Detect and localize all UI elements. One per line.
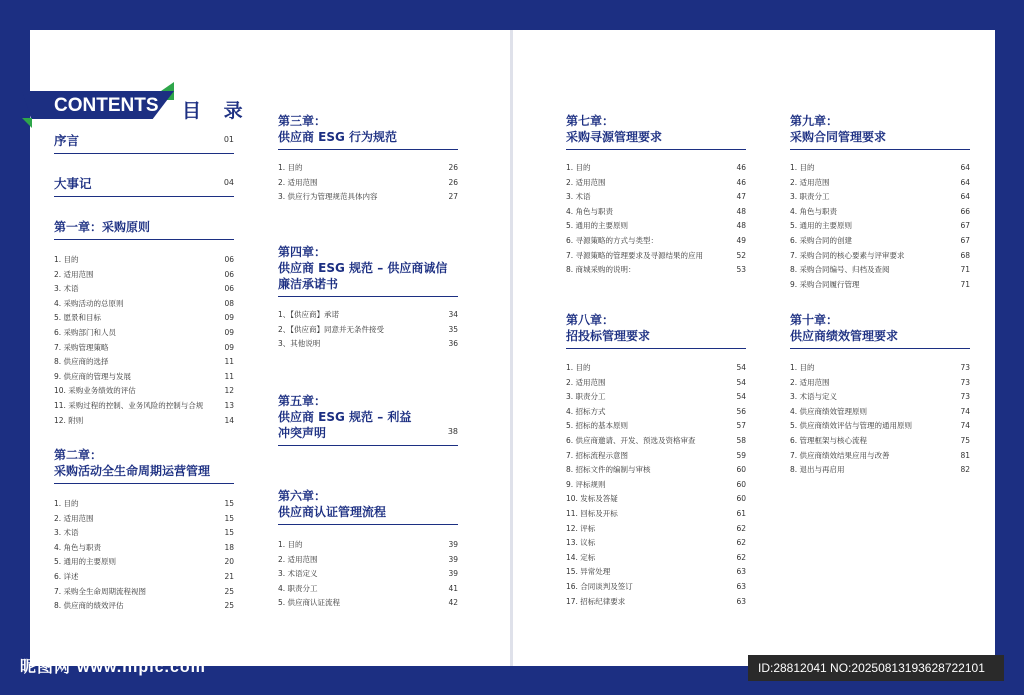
toc-entry-page: 58 <box>736 435 746 445</box>
toc-entry-page: 21 <box>224 571 234 581</box>
toc-entry[interactable] <box>566 419 746 434</box>
toc-entry-label: 8. 商城采购的说明： <box>566 265 636 275</box>
toc-entry[interactable] <box>566 205 746 220</box>
toc-entry-label: 2、【供应商】同意并无条件接受 <box>278 324 385 334</box>
events-title: 大事记 <box>54 176 92 191</box>
toc-entry[interactable] <box>790 449 970 464</box>
toc-entry-page: 08 <box>224 298 234 308</box>
toc-entry-page: 54 <box>736 363 746 372</box>
toc-entry-label: 8. 退出与再启用 <box>790 465 845 475</box>
toc-chapter-9 <box>790 113 970 292</box>
toc-entry-page: 61 <box>736 508 746 518</box>
toc-entry-page: 15 <box>224 513 234 523</box>
toc-entry[interactable] <box>278 176 458 191</box>
toc-entry-label: 1. 目的 <box>790 163 815 172</box>
toc-entry-label: 5. 供应商绩效评估与管理的通用原则 <box>790 421 913 431</box>
toc-events[interactable] <box>54 176 234 197</box>
toc-entry[interactable] <box>54 512 234 527</box>
toc-entry-label: 4. 供应商绩效管理原则 <box>790 406 868 416</box>
toc-entry-page: 06 <box>224 284 234 294</box>
toc-entry-page: 09 <box>224 342 234 352</box>
toc-entry[interactable] <box>566 449 746 464</box>
toc-entry-page: 52 <box>736 250 746 260</box>
toc-entry[interactable] <box>54 599 234 614</box>
toc-entry-page: 35 <box>448 324 458 334</box>
toc-entry-page: 68 <box>960 250 970 260</box>
toc-entry-page: 48 <box>736 221 746 231</box>
toc-entry-label: 2. 适用范围 <box>54 269 94 279</box>
chapter-10-name: 供应商绩效管理要求 <box>790 329 899 343</box>
chapter-2-label: 第二章： <box>54 448 103 462</box>
chapter-8-name: 招投标管理要求 <box>566 329 651 343</box>
watermark-url: www.nipic.com <box>77 659 206 676</box>
toc-entry[interactable] <box>566 463 746 478</box>
toc-entry-page: 39 <box>448 540 458 549</box>
toc-entry-page: 56 <box>736 406 746 416</box>
toc-entry[interactable] <box>54 341 234 356</box>
toc-entry-label: 17. 招标纪律要求 <box>566 596 626 606</box>
toc-entry[interactable] <box>54 585 234 600</box>
chapter-4-title[interactable] <box>278 244 458 297</box>
chapter-6-label: 第六章： <box>278 489 327 503</box>
chapter-3-title[interactable] <box>278 113 458 150</box>
chapter-9-title[interactable] <box>790 113 970 150</box>
watermark-site <box>20 654 206 677</box>
toc-entry-page: 60 <box>736 465 746 475</box>
toc-entry-label: 6. 供应商邀请、开发、预选及资格审查 <box>566 435 696 445</box>
chapter-3-label: 第三章： <box>278 114 327 128</box>
toc-entry[interactable] <box>54 555 234 570</box>
toc-entry-label: 5. 通用的主要原则 <box>566 221 629 231</box>
toc-entry-page: 73 <box>960 392 970 402</box>
toc-entry-label: 5. 招标的基本原则 <box>566 421 629 431</box>
toc-entry-page: 82 <box>960 465 970 475</box>
toc-entry-label: 3. 供应行为管理规范具体内容 <box>278 192 378 202</box>
toc-entry-page: 06 <box>224 255 234 264</box>
toc-entry[interactable] <box>54 384 234 399</box>
toc-entry[interactable] <box>566 522 746 537</box>
toc-entry[interactable] <box>566 507 746 522</box>
toc-entry-label: 3. 术语 <box>54 284 79 294</box>
toc-entry-label: 1. 目的 <box>54 499 79 508</box>
toc-entry-label: 3、其他说明 <box>278 339 321 349</box>
toc-entry[interactable] <box>790 405 970 420</box>
toc-entry-page: 14 <box>224 415 234 425</box>
toc-entry-label: 1. 目的 <box>566 163 591 172</box>
toc-entry-page: 57 <box>736 421 746 431</box>
toc-entry[interactable] <box>790 161 970 176</box>
preface-title: 序言 <box>54 133 80 148</box>
toc-entry-page: 46 <box>736 163 746 172</box>
toc-entry[interactable] <box>566 580 746 595</box>
toc-entry-label: 7. 采购合同的核心要素与评审要求 <box>790 250 905 260</box>
toc-entry-page: 67 <box>960 235 970 245</box>
toc-entry[interactable] <box>278 161 458 176</box>
toc-entry[interactable] <box>790 263 970 278</box>
toc-entry[interactable] <box>566 390 746 405</box>
toc-entry-label: 5. 供应商认证流程 <box>278 598 341 608</box>
toc-entry-label: 9. 评标规则 <box>566 479 606 489</box>
toc-entry[interactable] <box>54 326 234 341</box>
toc-entry[interactable] <box>278 596 458 611</box>
toc-entry-page: 26 <box>448 177 458 187</box>
toc-entry[interactable] <box>278 190 458 205</box>
toc-entry-label: 5. 愿景和目标 <box>54 313 102 323</box>
toc-entry-page: 54 <box>736 377 746 387</box>
chapter-10-title[interactable] <box>790 312 970 349</box>
toc-entry-page: 71 <box>960 279 970 289</box>
toc-entry[interactable] <box>54 370 234 385</box>
header-accent-green-lower <box>22 118 32 128</box>
toc-entry[interactable] <box>54 541 234 556</box>
toc-entry-page: 74 <box>960 421 970 431</box>
toc-entry[interactable] <box>790 390 970 405</box>
toc-entry-label: 3. 术语 <box>566 192 591 202</box>
events-page: 04 <box>223 178 234 187</box>
toc-entry-page: 64 <box>960 192 970 202</box>
toc-entry-label: 5. 通用的主要原则 <box>790 221 853 231</box>
toc-entry-label: 10. 发标及答疑 <box>566 494 618 504</box>
toc-entry-page: 63 <box>736 581 746 591</box>
toc-entry-label: 4. 角色与职责 <box>566 206 614 216</box>
toc-entry-label: 1. 目的 <box>790 363 815 372</box>
chapter-4-name: 供应商 ESG 规范 – 供应商诚信 <box>278 261 448 275</box>
toc-entry-label: 1. 目的 <box>54 255 79 264</box>
toc-entry-label: 14. 定标 <box>566 552 596 562</box>
toc-entry[interactable] <box>790 234 970 249</box>
toc-entry-label: 4. 角色与职责 <box>790 206 838 216</box>
toc-entry-label: 4. 职责分工 <box>278 583 318 593</box>
toc-entry[interactable] <box>566 405 746 420</box>
toc-entry[interactable] <box>54 570 234 585</box>
chapter-2-name: 采购活动全生命周期运营管理 <box>54 464 211 478</box>
toc-entry-page: 59 <box>736 450 746 460</box>
preface-page: 01 <box>223 135 234 144</box>
toc-entry[interactable] <box>566 234 746 249</box>
toc-entry[interactable] <box>566 263 746 278</box>
toc-entry[interactable] <box>790 278 970 293</box>
toc-entry-label: 2. 适用范围 <box>278 554 318 564</box>
toc-entry[interactable] <box>566 190 746 205</box>
toc-entry[interactable] <box>790 419 970 434</box>
toc-entry[interactable] <box>566 434 746 449</box>
toc-entry-page: 49 <box>736 235 746 245</box>
toc-entry-label: 2. 适用范围 <box>790 177 830 187</box>
toc-entry-page: 06 <box>224 269 234 279</box>
toc-entry-page: 09 <box>224 313 234 323</box>
toc-entry-page: 25 <box>224 586 234 596</box>
toc-entry[interactable] <box>566 249 746 264</box>
toc-chapter-2 <box>54 447 234 614</box>
toc-entry-page: 41 <box>448 583 458 593</box>
toc-entry-label: 16. 合同谈判及签订 <box>566 581 633 591</box>
toc-entry[interactable] <box>790 190 970 205</box>
toc-entry-label: 7. 采购全生命周期流程视图 <box>54 586 147 596</box>
toc-entry-page: 73 <box>960 363 970 372</box>
chapter-4-label: 第四章： <box>278 245 327 259</box>
toc-entry[interactable] <box>278 567 458 582</box>
chapter-4-name-cont: 廉洁承诺书 <box>278 277 339 291</box>
toc-entry[interactable] <box>54 414 234 429</box>
toc-entry-label: 7. 寻源策略的管理要求及寻源结果的应用 <box>566 250 704 260</box>
toc-entry-page: 74 <box>960 406 970 416</box>
toc-entry-page: 81 <box>960 450 970 460</box>
contents-title: CONTENTS <box>54 95 159 116</box>
toc-entry-page: 66 <box>960 206 970 216</box>
toc-entry[interactable] <box>566 492 746 507</box>
toc-entry-page: 62 <box>736 523 746 533</box>
page-fold <box>510 30 513 666</box>
toc-entry-label: 6. 寻源策略的方式与类型： <box>566 235 659 245</box>
toc-entry-page: 11 <box>224 371 234 381</box>
toc-entry-page: 39 <box>448 554 458 564</box>
toc-entry[interactable] <box>790 463 970 478</box>
toc-entry-page: 12 <box>224 386 234 396</box>
toc-entry[interactable] <box>790 249 970 264</box>
toc-entry-page: 15 <box>224 528 234 538</box>
toc-entry[interactable] <box>790 434 970 449</box>
toc-entry[interactable] <box>566 565 746 580</box>
toc-entry-label: 12. 附则 <box>54 415 84 425</box>
toc-chapter-3 <box>278 113 458 205</box>
toc-entry-page: 26 <box>448 163 458 172</box>
toc-entry-label: 8. 招标文件的编制与审核 <box>566 465 651 475</box>
toc-entry-label: 11. 采购过程的控制、业务风险的控制与合规 <box>54 400 204 410</box>
toc-entry-page: 36 <box>448 339 458 349</box>
toc-entry[interactable] <box>790 219 970 234</box>
toc-entry[interactable] <box>566 361 746 376</box>
toc-entry-page: 73 <box>960 377 970 387</box>
toc-entry-label: 1. 目的 <box>566 363 591 372</box>
toc-entry[interactable] <box>54 268 234 283</box>
toc-entry[interactable] <box>54 297 234 312</box>
toc-preface[interactable] <box>54 133 234 154</box>
toc-entry-label: 3. 职责分工 <box>790 192 830 202</box>
toc-entry[interactable] <box>54 355 234 370</box>
toc-entry-label: 7. 招标流程示意图 <box>566 450 629 460</box>
watermark-id: ID:28812041 NO:20250813193628722101 <box>748 655 1004 681</box>
chapter-5-name: 供应商 ESG 规范 – 利益 <box>278 410 412 424</box>
toc-entry[interactable] <box>566 536 746 551</box>
toc-entry[interactable] <box>278 582 458 597</box>
chapter-6-title[interactable] <box>278 488 458 525</box>
toc-entry[interactable] <box>278 337 458 352</box>
toc-entry[interactable] <box>54 399 234 414</box>
toc-entry-page: 48 <box>736 206 746 216</box>
chapter-7-label: 第七章： <box>566 114 615 128</box>
toc-entry-page: 13 <box>224 400 234 410</box>
toc-entry-label: 2. 适用范围 <box>566 177 606 187</box>
chapter-8-label: 第八章： <box>566 313 615 327</box>
toc-entry-page: 63 <box>736 567 746 577</box>
toc-entry-page: 62 <box>736 552 746 562</box>
toc-entry-label: 10. 采购业务绩效的评估 <box>54 386 136 396</box>
toc-entry-page: 27 <box>448 192 458 202</box>
toc-entry-label: 3. 术语 <box>54 528 79 538</box>
chapter-9-name: 采购合同管理要求 <box>790 130 887 144</box>
toc-entry[interactable] <box>790 361 970 376</box>
toc-entry-label: 1、【供应商】承诺 <box>278 310 340 319</box>
toc-entry-label: 8. 供应商的选择 <box>54 357 109 367</box>
toc-entry[interactable] <box>54 526 234 541</box>
toc-entry-label: 1. 目的 <box>278 163 303 172</box>
toc-entry-label: 6. 管理框架与核心流程 <box>790 435 868 445</box>
toc-entry-label: 9. 供应商的管理与发展 <box>54 371 132 381</box>
toc-entry-label: 5. 通用的主要原则 <box>54 557 117 567</box>
toc-entry-label: 13. 议标 <box>566 538 596 548</box>
toc-entry-page: 64 <box>960 163 970 172</box>
toc-entry-label: 1. 目的 <box>278 540 303 549</box>
toc-chapter-1 <box>54 219 234 428</box>
toc-entry-page: 62 <box>736 538 746 548</box>
toc-entry[interactable] <box>790 376 970 391</box>
chapter-5-page: 38 <box>447 427 458 436</box>
toc-entry-label: 6. 采购部门和人员 <box>54 327 117 337</box>
chapter-2-title[interactable] <box>54 447 234 484</box>
chapter-7-title[interactable] <box>566 113 746 150</box>
toc-entry-label: 7. 供应商绩效结果应用与改善 <box>790 450 890 460</box>
toc-entry-label: 2. 适用范围 <box>790 377 830 387</box>
toc-entry-page: 25 <box>224 601 234 611</box>
toc-entry[interactable] <box>54 311 234 326</box>
toc-entry-page: 64 <box>960 177 970 187</box>
chapter-6-name: 供应商认证管理流程 <box>278 505 387 519</box>
chapter-1-title[interactable]: 第一章：采购原则 <box>54 219 234 240</box>
toc-entry-page: 15 <box>224 499 234 508</box>
toc-entry-page: 60 <box>736 494 746 504</box>
toc-entry-page: 47 <box>736 192 746 202</box>
toc-entry-page: 63 <box>736 596 746 606</box>
toc-entry-page: 11 <box>224 357 234 367</box>
toc-entry-label: 4. 采购活动的总原则 <box>54 298 124 308</box>
toc-entry-page: 53 <box>736 265 746 275</box>
toc-chapter-7 <box>566 113 746 278</box>
toc-chapter-8 <box>566 312 746 609</box>
toc-chapter-10 <box>790 312 970 478</box>
toc-chapter-4 <box>278 244 458 352</box>
chapter-5-label: 第五章： <box>278 394 327 408</box>
chapter-9-label: 第九章： <box>790 114 839 128</box>
chapter-3-name: 供应商 ESG 行为规范 <box>278 130 398 144</box>
toc-entry-page: 34 <box>448 310 458 319</box>
toc-entry[interactable] <box>278 553 458 568</box>
toc-entry-label: 8. 供应商的绩效评估 <box>54 601 124 611</box>
chapter-5-title[interactable] <box>278 393 458 446</box>
watermark-site-name: 昵图网 <box>20 657 72 676</box>
toc-entry-label: 6. 采购合同的创建 <box>790 235 853 245</box>
toc-entry-label: 2. 适用范围 <box>566 377 606 387</box>
contents-title-cn: 目 录 <box>182 100 251 122</box>
toc-entry-label: 8. 采购合同编号、归档及查阅 <box>790 265 890 275</box>
toc-entry[interactable] <box>566 219 746 234</box>
toc-entry[interactable] <box>566 478 746 493</box>
toc-entry-page: 39 <box>448 569 458 579</box>
toc-entry-label: 12. 评标 <box>566 523 596 533</box>
toc-entry-page: 20 <box>224 557 234 567</box>
toc-entry[interactable] <box>278 538 458 553</box>
toc-entry[interactable] <box>566 551 746 566</box>
toc-entry-label: 6. 详述 <box>54 571 79 581</box>
toc-entry-label: 3. 术语与定义 <box>790 392 838 402</box>
chapter-10-label: 第十章： <box>790 313 839 327</box>
toc-entry-page: 67 <box>960 221 970 231</box>
toc-entry[interactable] <box>790 205 970 220</box>
toc-entry-page: 71 <box>960 265 970 275</box>
toc-chapter-6 <box>278 488 458 611</box>
toc-entry[interactable] <box>54 253 234 268</box>
toc-entry-label: 7. 采购管理策略 <box>54 342 109 352</box>
chapter-7-name: 采购寻源管理要求 <box>566 130 663 144</box>
toc-entry[interactable] <box>566 161 746 176</box>
toc-entry[interactable] <box>278 308 458 323</box>
toc-chapter-5 <box>278 393 458 446</box>
toc-entry-page: 09 <box>224 327 234 337</box>
toc-entry-label: 3. 术语定义 <box>278 569 318 579</box>
toc-entry[interactable] <box>566 595 746 610</box>
toc-entry[interactable] <box>54 282 234 297</box>
toc-entry-page: 75 <box>960 435 970 445</box>
toc-entry-label: 4. 角色与职责 <box>54 542 102 552</box>
toc-entry-label: 4. 招标方式 <box>566 406 606 416</box>
toc-entry[interactable] <box>566 376 746 391</box>
toc-entry-label: 9. 采购合同履行管理 <box>790 279 860 289</box>
toc-entry-label: 15. 异常处理 <box>566 567 611 577</box>
toc-entry[interactable] <box>278 323 458 338</box>
chapter-5-name-cont: 冲突声明 <box>278 426 327 440</box>
toc-entry[interactable] <box>790 176 970 191</box>
toc-entry-page: 42 <box>448 598 458 608</box>
chapter-8-title[interactable] <box>566 312 746 349</box>
toc-entry-label: 2. 适用范围 <box>54 513 94 523</box>
toc-entry-page: 60 <box>736 479 746 489</box>
toc-entry[interactable] <box>566 176 746 191</box>
toc-entry-page: 54 <box>736 392 746 402</box>
toc-entry-page: 18 <box>224 542 234 552</box>
toc-entry-label: 11. 回标及开标 <box>566 508 618 518</box>
toc-entry[interactable] <box>54 497 234 512</box>
toc-entry-page: 46 <box>736 177 746 187</box>
toc-entry-label: 2. 适用范围 <box>278 177 318 187</box>
toc-entry-label: 3. 职责分工 <box>566 392 606 402</box>
